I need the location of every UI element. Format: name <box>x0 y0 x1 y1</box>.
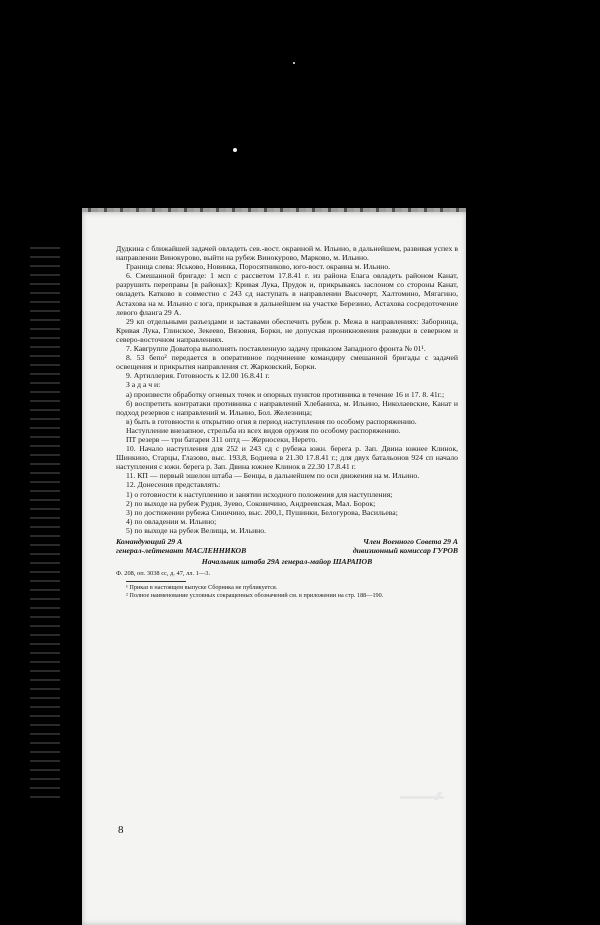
paragraph: 11. КП — первый эшелон штаба — Бенцы, в дальнейшем по оси движения на м. Ильино. <box>126 471 420 481</box>
footnote: ¹ Приказ в настоящем выпуске Сборника не публикуется. <box>126 584 278 592</box>
paragraph: 2) по выходе на рубеж Рудня, Зуево, Соковичино, Андреевская, Мал. Борок; <box>126 498 376 508</box>
scan-edge-noise <box>30 240 60 800</box>
signature-row <box>116 537 458 555</box>
scan-speck <box>293 62 295 64</box>
paragraph: 8. 53 бепо² передается в оперативное подчинение командиру смешанной бригады с задачей освещения и прикрытия направления ст. Жарковский, Борки. <box>116 353 458 372</box>
signature-left <box>116 537 246 555</box>
footnote-divider <box>126 581 186 582</box>
commander-title: Командующий 29 А <box>116 537 183 546</box>
scan-speck <box>233 148 237 152</box>
paragraph: Дудкина с ближайшей задачей овладеть сев.-вост. окраиной м. Ильино, в дальнейшем, развивая успех в направлении Винокурово, выйти на рубеж Винокурово, Марково, м. Ильино. <box>116 244 458 263</box>
paragraph: 1) о готовности к наступлению и занятии исходного положения для наступления; <box>126 489 393 499</box>
paragraph: 6. Смешанной бригаде: 1 мсп с рассветом 17.8.41 г. из района Елага овладеть районом Канат, разрушить переправы [в районах]: Кривая Лука, Прудок и, прикрываясь заслоном со стороны Канат, овладеть Катково в совместно с 243 сд наступать в направлении Высочерт, Халтомино, Мягагино, Астахова на м. Ильино с юга, прикрывая в дальнейшем на участке Березино, Астахова сосредоточение левого фланга 29 А. <box>116 271 458 317</box>
chief-of-staff-signature: Начальник штаба 29А генерал-майор ШАРАПОВ <box>201 557 373 567</box>
council-member-name: дивизионный комиссар ГУРОВ <box>352 546 458 556</box>
document-body <box>116 244 458 599</box>
paragraph: Граница слева: Яськово, Новинка, Поросятниково, юго-вост. окраина м. Ильино. <box>126 262 391 272</box>
paragraph: 29 кп отдельными разъездами и заставами обеспечить рубеж р. Межа в направлениях: Заборница, Кривая Лука, Глинское, Зекеево, Вязовня, Борки, не допуская проникновения разведки в северном и северо-восточном направлениях. <box>116 316 458 344</box>
paragraph: б) воспретить контратаки противника с направлений Хлебаниха, м. Ильино, Николаевские, Канат и подход резервов с направлений м. Ильино, Бол. Железница; <box>116 398 458 417</box>
paragraph: З а д а ч и: <box>126 380 161 390</box>
council-member-title: Член Военного Совета 29 А <box>363 537 458 546</box>
archive-source: Ф. 208, оп. 3038 сс, д. 47, лл. 1—3. <box>116 570 211 578</box>
signature-right <box>353 537 458 555</box>
paragraph: а) произвести обработку огневых точек и опорных пунктов противника в течение 16 и 17. 8. 41г.; <box>126 389 445 399</box>
paragraph: 7. Кавгруппе Доватора выполнять поставленную задачу приказом Западного фронта № 01¹. <box>126 344 426 354</box>
paragraph: 3) по достижении рубежа Синичино, выс. 200,1, Пушинки, Белогурова, Васильева; <box>126 507 398 517</box>
paragraph: Наступление внезапное, стрельба из всех видов оружия по особому распоряжению. <box>126 425 401 435</box>
commander-name: генерал-лейтенант МАСЛЕННИКОВ <box>116 546 247 556</box>
footnote: ² Полное наименование условных сокращенных обозначений см. в приложении на стр. 188—190. <box>126 591 384 599</box>
paragraph: 10. Начало наступления для 252 и 243 сд с рубежа южн. берега р. Зап. Двина южнее Клинок, Шинкино, Старцы, Глазово, выс. 193,8, Боднева в 21.30 17.8.41 г.; для двух батальонов 924 сп начало наступления с южн. берега р. Зап. Двина южнее Клинок в 22.30 17.8.41 г. <box>116 444 458 472</box>
paragraph: в) быть в готовности к открытию огня в период наступления по особому распоряжению. <box>126 416 417 426</box>
paragraph: ПТ резерв — три батареи 311 оптд — Жерносеки, Нерето. <box>126 434 318 444</box>
page-number: 8 <box>118 824 124 836</box>
paragraph: 9. Артиллерия. Готовность к 12.00 16.8.41 г. <box>126 371 270 381</box>
paragraph: 5) по выходе на рубеж Велища, м. Ильино. <box>126 525 267 535</box>
paragraph: 4) по овладении м. Ильино; <box>126 516 217 526</box>
paragraph: 12. Донесения представлять: <box>126 480 221 490</box>
